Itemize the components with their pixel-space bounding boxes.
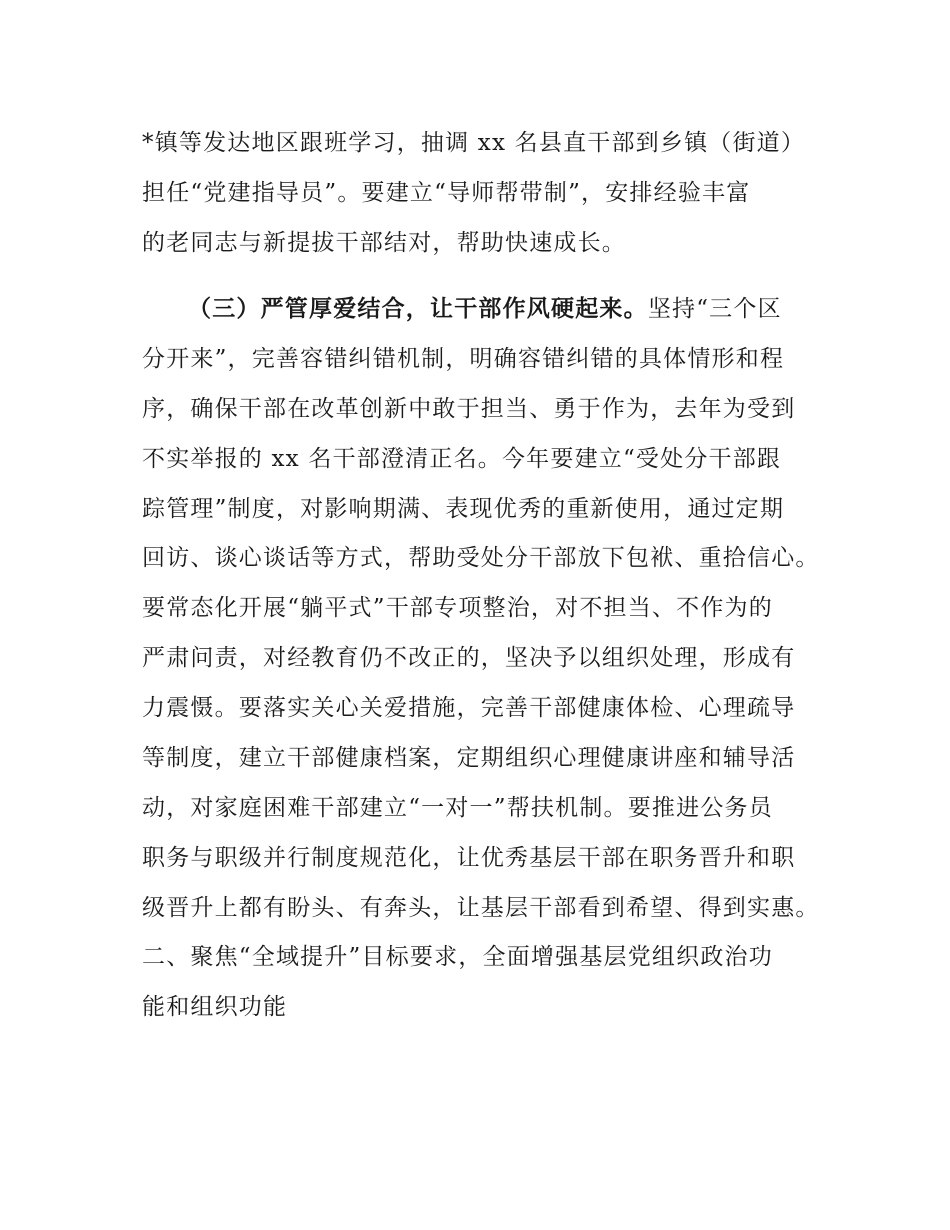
paragraph-line: 要常态化开展“躺平式”干部专项整治，对不担当、不作为的 (142, 595, 773, 621)
paragraph-line: 的老同志与新提拔干部结对，帮助快速成长。 (142, 230, 626, 256)
paragraph-text: 坚持“三个区 (647, 296, 782, 322)
paragraph-line: 回访、谈心谈话等方式，帮助受处分干部放下包袱、重拾信心。 (142, 545, 820, 571)
paragraph-line: 动，对家庭困难干部建立“一对一”帮扶机制。要推进公务员 (142, 795, 773, 821)
section-title-line: 二、聚焦“全域提升”目标要求，全面增强基层党组织政治功 (142, 944, 773, 970)
paragraph-line: 不实举报的 xx 名干部澄清正名。今年要建立“受处分干部跟 (142, 446, 782, 472)
paragraph-line: 序，确保干部在改革创新中敢于担当、勇于作为，去年为受到 (142, 396, 796, 422)
section-heading: （三）严管厚爱结合，让干部作风硬起来。 (188, 296, 648, 322)
paragraph-line: 分开来”，完善容错纠错机制，明确容错纠错的具体情形和程 (142, 346, 785, 372)
section-title-line: 能和组织功能 (142, 994, 288, 1020)
paragraph-line: 力震慑。要落实关心关爱措施，完善干部健康体检、心理疏导 (142, 695, 796, 721)
paragraph-line: 踪管理”制度，对影响期满、表现优秀的重新使用，通过定期 (142, 496, 785, 522)
paragraph-line: *镇等发达地区跟班学习，抽调 xx 名县直干部到乡镇（街道） (142, 130, 806, 156)
paragraph-first-line (188, 294, 868, 324)
paragraph-line: 职务与职级并行制度规范化，让优秀基层干部在职务晋升和职 (142, 845, 796, 871)
paragraph-line: 严肃问责，对经教育仍不改正的，坚决予以组织处理，形成有 (142, 645, 796, 671)
paragraph-line: 级晋升上都有盼头、有奔头，让基层干部看到希望、得到实惠。 (142, 895, 820, 921)
paragraph-line: 担任“党建指导员”。要建立“导师帮带制”，安排经验丰富 (142, 180, 751, 206)
paragraph-line: 等制度，建立干部健康档案，定期组织心理健康讲座和辅导活 (142, 745, 796, 771)
